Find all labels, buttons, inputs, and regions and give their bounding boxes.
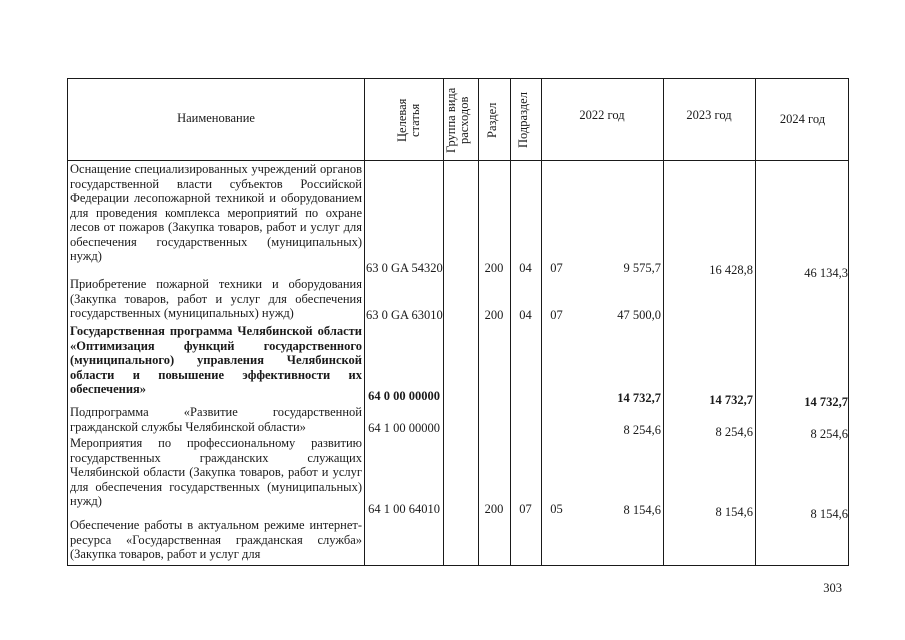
header-subsection: Подраздел (516, 92, 530, 148)
page-number: 303 (823, 581, 842, 595)
row-group: 200 (484, 261, 504, 275)
header-2022: 2022 год (579, 108, 625, 122)
row-name: Государственная программа Челябинской области «Оптимизация функций государственного (муниципального) управления Челябинской области и повышение эффективности их обеспечения» (70, 324, 362, 396)
row-value-2022: 8 254,6 (623, 423, 661, 437)
budget-table (67, 78, 849, 566)
row-code: 64 0 00 00000 (368, 389, 440, 403)
row-name: Обеспечение работы в актуальном режиме интернет-ресурса «Государственная гражданская служба» (Закупка товаров, работ и услуг для (70, 518, 362, 561)
header-section: Раздел (485, 102, 499, 138)
row-value-2024: 14 732,7 (804, 395, 848, 409)
row-name: Мероприятия по профессиональному развитию государственных гражданских служащих Челябинской области (Закупка товаров, работ и услуг для обеспечения государственных (муниципальных) нужд) (70, 436, 362, 508)
header-divider (68, 160, 848, 161)
row-value-2022: 8 154,6 (623, 503, 661, 517)
row-group: 200 (484, 308, 504, 322)
row-code: 63 0 GA 54320 (366, 261, 443, 275)
header-group: Группа вида расходов (444, 87, 471, 153)
row-code: 64 1 00 64010 (368, 502, 440, 516)
header-name: Наименование (177, 111, 255, 125)
row-value-2022: 9 575,7 (623, 261, 661, 275)
row-name: Оснащение специализированных учреждений органов государственной власти субъектов Российской Федерации лесопожарной техникой и оборудованием для проведения комплекса мероприятий по охране лесов от пожаров (Закупка товаров, работ и услуг для обеспечения государственных (муниципальных) нужд) (70, 162, 362, 263)
col-divider-name (364, 79, 365, 565)
row-value-2024: 8 254,6 (810, 427, 848, 441)
row-value-2022: 47 500,0 (617, 308, 661, 322)
header-target: Целевая статья (395, 98, 422, 142)
row-name: Подпрограмма «Развитие государственной гражданской службы Челябинской области» (70, 405, 362, 434)
row-subsection: 07 (550, 308, 563, 322)
row-section: 04 (519, 261, 532, 275)
header-2024: 2024 год (779, 112, 826, 126)
row-value-2023: 14 732,7 (709, 393, 753, 407)
row-section: 04 (519, 308, 532, 322)
row-subsection: 07 (550, 261, 563, 275)
row-value-2023: 16 428,8 (709, 263, 753, 277)
row-value-2022: 14 732,7 (617, 391, 661, 405)
col-divider-2023 (755, 79, 756, 565)
row-name: Приобретение пожарной техники и оборудования (Закупка товаров, работ и услуг для обеспечения государственных (муниципальных) нужд) (70, 277, 362, 320)
row-code: 64 1 00 00000 (368, 421, 440, 435)
header-2023: 2023 год (686, 108, 732, 122)
row-subsection: 05 (550, 502, 563, 516)
row-value-2023: 8 254,6 (715, 425, 753, 439)
row-value-2024: 8 154,6 (810, 507, 848, 521)
col-divider-2022 (663, 79, 664, 565)
row-value-2023: 8 154,6 (715, 505, 753, 519)
row-section: 07 (519, 502, 532, 516)
row-code: 63 0 GA 63010 (366, 308, 443, 322)
row-group: 200 (484, 502, 504, 516)
row-value-2024: 46 134,3 (804, 266, 848, 280)
